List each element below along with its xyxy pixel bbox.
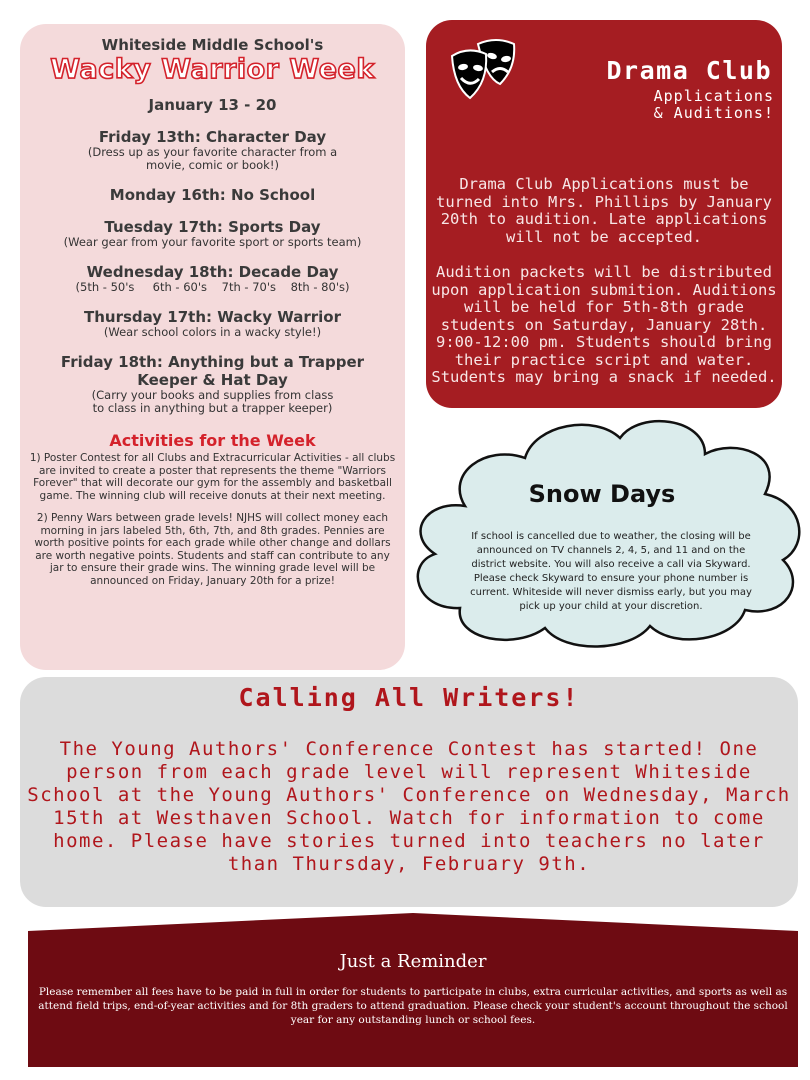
reminder-banner — [28, 913, 798, 1067]
drama-club-panel — [426, 20, 782, 408]
writers-body: The Young Authors' Conference Contest has started! One person from each grade level will represent Whiteside School at the Young Authors' Conference on Wednesday, March 15th at Westhaven School. Watch for information to come home. Please have stories turned into teachers no later than Thursday, February 9th. — [27, 738, 791, 875]
day-title: Friday 13th: Character Day — [98, 128, 327, 146]
drama-body — [430, 176, 778, 405]
day-friday-18 — [28, 353, 397, 415]
activity-penny-wars: 2) Penny Wars between grade levels! NJHS will collect money each morning in jars labeled 5th, 6th, 7th, and 8th grades. Pennies are worth positive points for each grade while other change and dollars are worth negative points. Students and staff can contribute to any jar to ensure their grade wins. The winning grade level will be announced on Friday, January 20th for a prize! — [34, 512, 391, 587]
wacky-week-title: Wacky Warrior Week — [50, 54, 375, 85]
drama-subtitle-line1: Applications — [653, 87, 774, 105]
drama-title: Drama Club — [606, 56, 772, 85]
drama-auditions-text: Audition packets will be distributed upon application submition. Auditions will be held for 5th-8th grade students on Saturday, January 28th. 9:00-12:00 pm. Students should bring their practice script and water. Students may bring a snack if needed. — [431, 263, 777, 386]
snow-days-body: If school is cancelled due to weather, the closing will be announced on TV channels 2, 4, 5, and 11 and on the district website. You will also receive a call via Skyward. Please check Skyward to ensure your phone number is current. Whiteside will never dismiss early, but you may pick up your child at your discretion. — [470, 531, 752, 612]
theater-masks-icon — [448, 38, 520, 102]
day-wednesday-18 — [28, 263, 397, 294]
day-desc: (Wear gear from your favorite sport or sports team) — [63, 235, 362, 249]
drama-subtitle — [654, 88, 774, 122]
day-desc: (Wear school colors in a wacky style!) — [103, 325, 322, 339]
day-title: Thursday 17th: Wacky Warrior — [83, 308, 342, 326]
wacky-week-panel — [20, 24, 405, 670]
school-name: Whiteside Middle School's — [101, 36, 324, 54]
day-title: Monday 16th: No School — [109, 186, 316, 204]
writers-panel — [20, 677, 798, 907]
day-tuesday-17 — [28, 218, 397, 249]
day-desc: (Carry your books and supplies from class to class in anything but a trapper keeper) — [91, 388, 334, 415]
reminder-title: Just a Reminder — [339, 951, 487, 972]
day-desc: (5th - 50's 6th - 60's 7th - 70's 8th - 80's) — [75, 280, 350, 294]
snow-days-cloud — [405, 414, 807, 654]
day-friday-13 — [28, 128, 397, 172]
snow-days-title: Snow Days — [528, 480, 676, 508]
drama-applications-text: Drama Club Applications must be turned into Mrs. Phillips by January 20th to audition. Late applications will not be accepted. — [436, 175, 772, 246]
day-monday-16 — [28, 186, 397, 204]
writers-title: Calling All Writers! — [238, 683, 580, 712]
day-desc: (Dress up as your favorite character from a movie, comic or book!) — [87, 145, 338, 172]
day-title: Tuesday 17th: Sports Day — [104, 218, 321, 236]
day-thursday-17 — [28, 308, 397, 339]
reminder-body: Please remember all fees have to be paid in full in order for students to participate in clubs, extra curricular activities, and sports as well as attend field trips, end-of-year activities and for 8th graders to attend graduation. Please check your student's account throughout the school year for any outstanding lunch or school fees. — [38, 986, 788, 1026]
day-title: Friday 18th: Anything but a Trapper Keeper & Hat Day — [60, 353, 365, 389]
activity-poster-contest: 1) Poster Contest for all Clubs and Extracurricular Activities - all clubs are invited to create a poster that represents the theme "Warriors Forever" that will decorate our gym for the assembly and basketball game. The winning club will receive donuts at their next meeting. — [29, 452, 396, 502]
drama-subtitle-line2: & Auditions! — [653, 104, 774, 122]
day-title: Wednesday 18th: Decade Day — [86, 263, 339, 281]
week-dates: January 13 - 20 — [148, 96, 277, 114]
activities-title: Activities for the Week — [109, 431, 316, 450]
